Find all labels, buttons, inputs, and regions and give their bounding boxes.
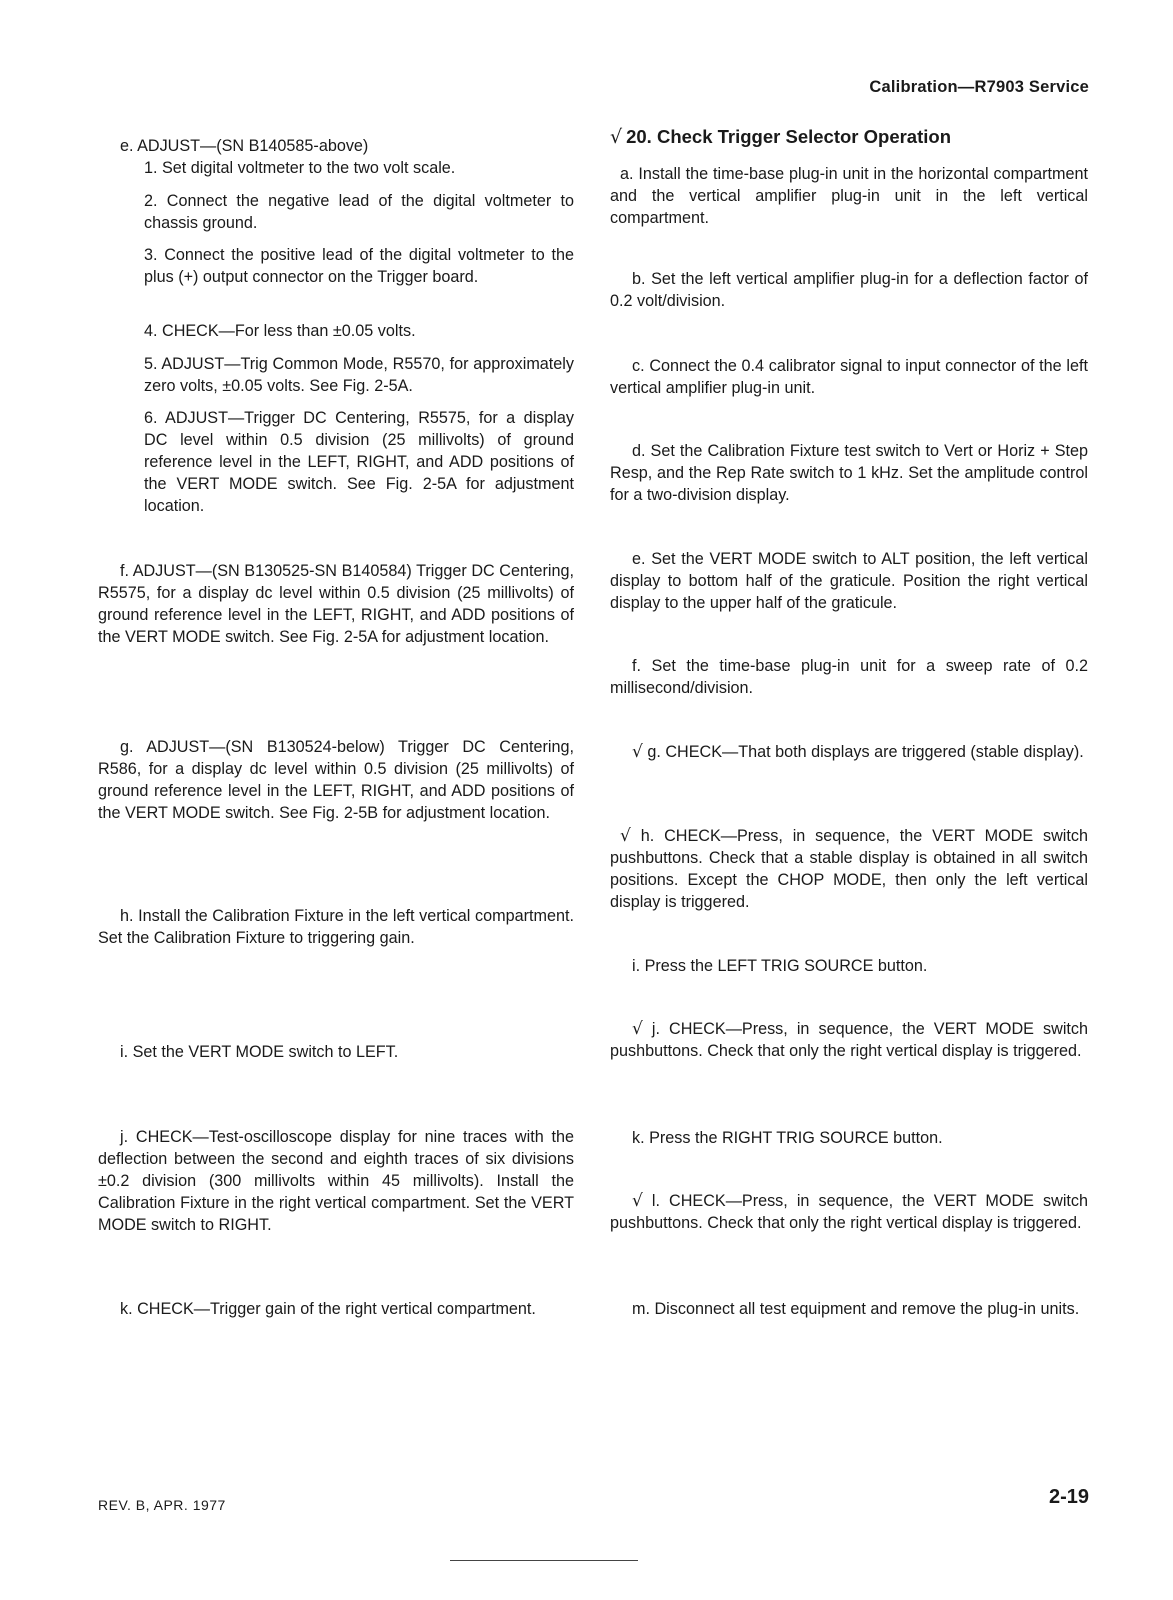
step-j-text: j. CHECK—Press, in sequence, the VERT MODE switch pushbuttons. Check that only the right vertical display is triggered. [610, 1020, 1089, 1060]
step-e: e. Set the VERT MODE switch to ALT position, the left vertical display to bottom half of the graticule. Position the right vertical display to the upper half of the graticule. [610, 550, 1088, 612]
step-h-text: h. CHECK—Press, in sequence, the VERT MODE switch pushbuttons. Check that a stable display is obtained in all switch positions. Except the CHOP MODE, then only the left vertical display is triggered. [610, 827, 1088, 911]
step-l [610, 1190, 1088, 1234]
step-d: d. Set the Calibration Fixture test switch to Vert or Horiz + Step Resp, and the Rep Rate switch to 1 kHz. Set the amplitude control for a two-division display. [610, 442, 1088, 504]
page-number: 2-19 [1048, 1486, 1089, 1508]
bottom-rule [450, 1560, 638, 1561]
step-j: j. CHECK—Test-oscilloscope display for nine traces with the deflection between the second and eighth traces of six divisions ±0.2 division (300 millivolts within 45 millivolts). Install the Calibration Fixture in the right vertical compartment. Set the VERT MODE switch to RIGHT. [98, 1128, 574, 1234]
revision-note: REV. B, APR. 1977 [98, 1497, 226, 1513]
step-j [610, 1018, 1088, 1062]
check-mark-icon: √ [632, 1191, 643, 1211]
page-header-title: Calibration—R7903 Service [869, 78, 1089, 96]
step-g: g. ADJUST—(SN B130524-below) Trigger DC Centering, R586, for a display dc level within 0.5 division (25 millivolts) of ground reference level in the LEFT, RIGHT, and ADD positions of the VERT MODE switch. See Fig. 2-5B for adjustment location. [98, 738, 574, 822]
step-b: b. Set the left vertical amplifier plug-in for a deflection factor of 0.2 volt/division. [610, 270, 1088, 310]
section-title: 20. Check Trigger Selector Operation [626, 126, 951, 147]
step-k: k. CHECK—Trigger gain of the right vertical compartment. [120, 1300, 536, 1318]
step-e-substep-5: 5. ADJUST—Trig Common Mode, R5570, for approximately zero volts, ±0.05 volts. See Fig. 2-5A. [144, 355, 574, 395]
step-e-substep-6: 6. ADJUST—Trigger DC Centering, R5575, for a display DC level within 0.5 division (25 millivolts) of ground reference level in the LEFT, RIGHT, and ADD positions of the VERT MODE switch. See Fig. 2-5A for adjustment location. [144, 409, 574, 515]
check-mark-icon: √ [632, 742, 643, 762]
step-k: k. Press the RIGHT TRIG SOURCE button. [632, 1129, 943, 1147]
step-h: h. Install the Calibration Fixture in the left vertical compartment. Set the Calibration Fixture to triggering gain. [98, 907, 574, 947]
step-a: a. Install the time-base plug-in unit in the horizontal compartment and the vertical amplifier plug-in unit in the left vertical compartment. [610, 165, 1088, 227]
step-h [610, 825, 1088, 913]
step-l-text: l. CHECK—Press, in sequence, the VERT MODE switch pushbuttons. Check that only the right vertical display is triggered. [610, 1192, 1089, 1232]
step-c: c. Connect the 0.4 calibrator signal to input connector of the left vertical amplifier plug-in unit. [610, 357, 1088, 397]
section-heading [610, 125, 1088, 149]
step-e-substep-3: 3. Connect the positive lead of the digital voltmeter to the plus (+) output connector on the Trigger board. [144, 246, 574, 286]
step-i: i. Set the VERT MODE switch to LEFT. [120, 1043, 399, 1061]
step-f: f. ADJUST—(SN B130525-SN B140584) Trigger DC Centering, R5575, for a display dc level within 0.5 division (25 millivolts) of ground reference level in the LEFT, RIGHT, and ADD positions of the VERT MODE switch. See Fig. 2-5A for adjustment location. [98, 562, 574, 646]
step-f: f. Set the time-base plug-in unit for a sweep rate of 0.2 millisecond/division. [610, 657, 1088, 697]
step-e-substep-4: 4. CHECK—For less than ±0.05 volts. [144, 322, 416, 340]
check-mark-icon: √ [610, 126, 623, 148]
check-mark-icon: √ [620, 826, 631, 846]
step-e-heading: e. ADJUST—(SN B140585-above) [120, 137, 369, 155]
step-g [610, 741, 1088, 763]
step-m: m. Disconnect all test equipment and remove the plug-in units. [632, 1300, 1080, 1318]
step-e-substep-1: 1. Set digital voltmeter to the two volt scale. [144, 159, 456, 177]
step-e-substep-2: 2. Connect the negative lead of the digital voltmeter to chassis ground. [144, 192, 574, 232]
check-mark-icon: √ [632, 1019, 643, 1039]
step-i: i. Press the LEFT TRIG SOURCE button. [632, 957, 928, 975]
step-g-text: g. CHECK—That both displays are triggered (stable display). [647, 743, 1084, 761]
